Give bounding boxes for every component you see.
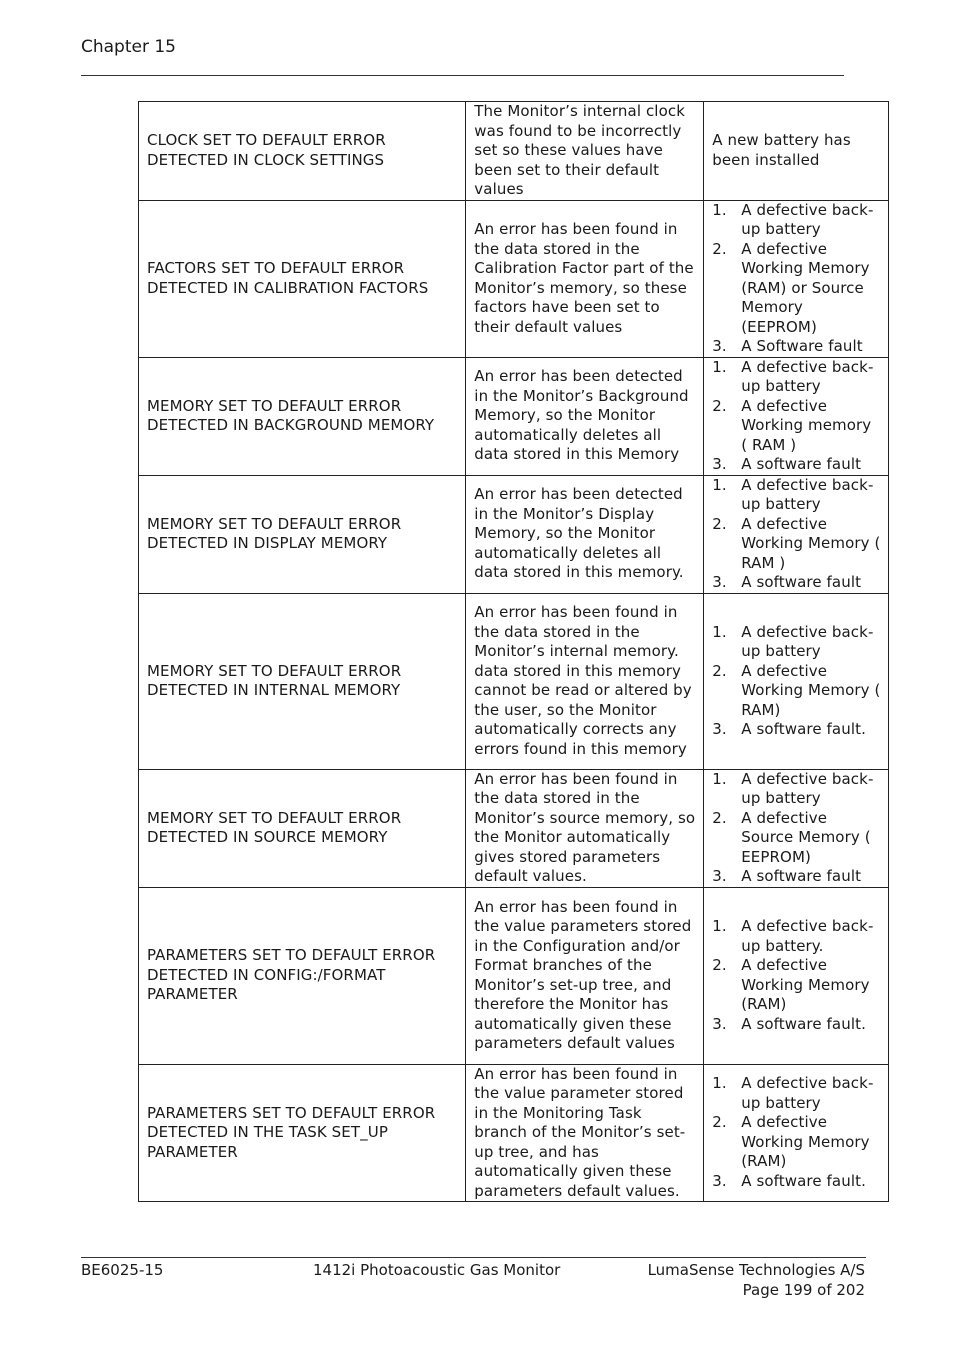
possible-causes-cell [704, 593, 889, 769]
error-message-cell: MEMORY SET TO DEFAULT ERROR DETECTED IN BACKGROUND MEMORY [139, 357, 466, 475]
list-item-number: 1. [712, 1074, 727, 1093]
error-message-cell: MEMORY SET TO DEFAULT ERROR DETECTED IN SOURCE MEMORY [139, 769, 466, 887]
list-item [712, 240, 882, 338]
list-item-text: A defective Working Memory (RAM) [741, 1113, 870, 1171]
list-item [712, 337, 882, 357]
list-item-number: 1. [712, 769, 727, 788]
possible-causes-cell [704, 1064, 889, 1202]
table-row [139, 769, 889, 887]
description-cell: The Monitor’s internal clock was found to be incorrectly set so these values have been set to their default values [466, 102, 704, 201]
list-item [712, 720, 882, 740]
description-cell: An error has been found in the data stored in the Monitor’s source memory, so the Monitor automatically gives stored parameters default values. [466, 769, 704, 887]
footer-divider [81, 1257, 866, 1258]
list-item [712, 809, 882, 868]
list-item [712, 573, 882, 593]
header-divider [81, 75, 844, 76]
error-table-body [139, 102, 889, 1202]
list-item [712, 455, 882, 475]
footer-company-block [648, 1261, 865, 1300]
list-item-text: A Software fault [741, 337, 863, 355]
cause-list [712, 476, 882, 593]
list-item-number: 3. [712, 455, 727, 473]
footer-page-number: Page 199 of 202 [742, 1280, 865, 1299]
list-item-number: 3. [712, 1171, 727, 1190]
list-item [712, 1113, 882, 1172]
list-item-text: A defective Working memory ( RAM ) [741, 396, 872, 454]
list-item [712, 662, 882, 721]
possible-causes-cell [704, 769, 889, 887]
list-item-text: A defective back-up battery [741, 769, 874, 807]
list-item-number: 2. [712, 808, 727, 827]
list-item [712, 515, 882, 574]
list-item [712, 397, 882, 456]
error-message-cell: PARAMETERS SET TO DEFAULT ERROR DETECTED IN THE TASK SET_UP PARAMETER [139, 1064, 466, 1202]
possible-causes-cell [704, 475, 889, 593]
footer-company: LumaSense Technologies A/S [647, 1261, 865, 1279]
list-item-number: 1. [712, 200, 727, 219]
list-item-number: 1. [712, 622, 727, 641]
description-cell: An error has been found in the value parameters stored in the Configuration and/or Format branches of the Monitor’s set-up tree, and therefore the Monitor has automatically given these parameters default values [466, 887, 704, 1064]
list-item-number: 2. [712, 514, 727, 533]
list-item-number: 3. [712, 337, 727, 355]
list-item-text: A defective Working Memory ( RAM ) [741, 514, 881, 572]
list-item-text: A defective back-up battery [741, 622, 874, 660]
description-cell: An error has been found in the data stored in the Monitor’s internal memory. data stored in this memory cannot be read or altered by the user, so the Monitor automatically corrects any errors found in this memory [466, 593, 704, 769]
list-item-text: A defective back-up battery. [741, 917, 874, 955]
table-row [139, 1064, 889, 1202]
list-item-number: 1. [712, 357, 727, 376]
list-item-text: A software fault. [741, 1014, 866, 1033]
cause-list [712, 623, 882, 740]
list-item-text: A defective back-up battery [741, 1074, 874, 1112]
table-row [139, 887, 889, 1064]
footer-product: 1412i Photoacoustic Gas Monitor [313, 1261, 561, 1279]
list-item [712, 1172, 882, 1192]
cause-list [712, 358, 882, 475]
table-row [139, 593, 889, 769]
list-item-text: A software fault. [741, 1171, 866, 1190]
cause-list [712, 917, 882, 1034]
list-item [712, 1015, 882, 1035]
list-item [712, 201, 882, 240]
list-item-number: 3. [712, 1014, 727, 1033]
list-item-number: 2. [712, 956, 727, 974]
list-item-number: 1. [712, 917, 727, 935]
list-item [712, 476, 882, 515]
possible-causes-cell [704, 357, 889, 475]
list-item [712, 623, 882, 662]
chapter-title: Chapter 15 [81, 37, 177, 57]
cause-list [712, 1074, 882, 1191]
list-item-number: 3. [712, 720, 727, 738]
list-item-number: 2. [712, 661, 727, 680]
error-message-cell: MEMORY SET TO DEFAULT ERROR DETECTED IN INTERNAL MEMORY [139, 593, 466, 769]
description-cell: An error has been detected in the Monitor’s Display Memory, so the Monitor automatically deletes all data stored in this memory. [466, 475, 704, 593]
list-item-text: A software fault. [741, 720, 866, 738]
error-message-cell: CLOCK SET TO DEFAULT ERROR DETECTED IN CLOCK SETTINGS [139, 102, 466, 201]
list-item [712, 917, 882, 956]
list-item-number: 3. [712, 573, 727, 591]
list-item [712, 867, 882, 887]
list-item-text: A defective back-up battery [741, 475, 874, 513]
list-item-text: A defective Source Memory ( EEPROM) [741, 808, 871, 866]
error-message-cell: MEMORY SET TO DEFAULT ERROR DETECTED IN DISPLAY MEMORY [139, 475, 466, 593]
list-item [712, 358, 882, 397]
list-item-text: A defective Working Memory ( RAM) [741, 661, 881, 719]
list-item-text: A defective Working Memory (RAM) or Source Memory (EEPROM) [741, 239, 870, 336]
list-item [712, 1074, 882, 1113]
list-item [712, 956, 882, 1015]
cause-list [712, 770, 882, 887]
possible-causes-cell [704, 887, 889, 1064]
possible-causes-cell [704, 200, 889, 357]
description-cell: An error has been found in the data stored in the Calibration Factor part of the Monitor’s memory, so these factors have been set to their default values [466, 200, 704, 357]
error-message-cell: FACTORS SET TO DEFAULT ERROR DETECTED IN CALIBRATION FACTORS [139, 200, 466, 357]
list-item-number: 2. [712, 1113, 727, 1132]
list-item-number: 2. [712, 396, 727, 415]
list-item-text: A defective Working Memory (RAM) [741, 956, 870, 1013]
list-item-text: A software fault [741, 867, 862, 885]
description-cell: An error has been found in the value parameter stored in the Monitoring Task branch of the Monitor’s set-up tree, and has automatically given these parameters default values. [466, 1064, 704, 1202]
list-item-number: 1. [712, 475, 727, 494]
cause-text: A new battery has been installed [712, 131, 851, 169]
footer-doc-id: BE6025-15 [81, 1261, 164, 1279]
list-item-text: A software fault [741, 573, 862, 591]
table-row [139, 475, 889, 593]
list-item-text: A defective back-up battery [741, 357, 874, 395]
table-row [139, 357, 889, 475]
list-item [712, 770, 882, 809]
list-item-number: 3. [712, 867, 727, 885]
list-item-text: A software fault [741, 455, 862, 473]
error-message-cell: PARAMETERS SET TO DEFAULT ERROR DETECTED IN CONFIG:/FORMAT PARAMETER [139, 887, 466, 1064]
description-cell: An error has been detected in the Monitor’s Background Memory, so the Monitor automatically deletes all data stored in this Memory [466, 357, 704, 475]
list-item-text: A defective back-up battery [741, 200, 874, 238]
list-item-number: 2. [712, 239, 727, 258]
error-messages-table [138, 101, 889, 1202]
cause-list [712, 201, 882, 357]
possible-causes-cell [704, 102, 889, 201]
table-row [139, 102, 889, 201]
table-row [139, 200, 889, 357]
